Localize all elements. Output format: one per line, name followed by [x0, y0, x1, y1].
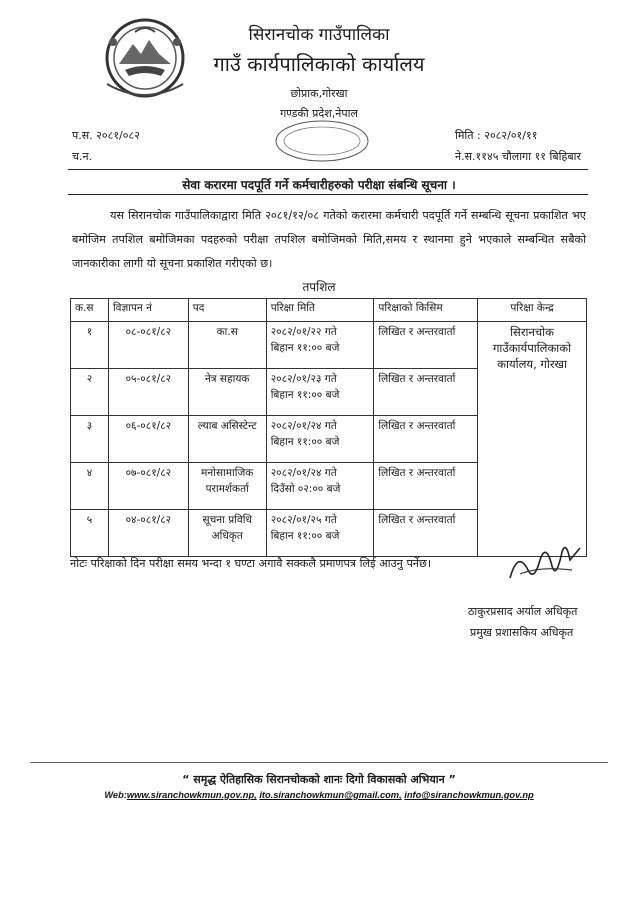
cell-ad: ०४-०८१/८२: [108, 510, 188, 557]
signature-image: [500, 530, 590, 590]
exam-time: बिहान ११:०० बजे: [270, 530, 340, 542]
cell-sn: ३: [71, 416, 109, 463]
cell-type: लिखित र अन्तरवार्ता: [374, 322, 478, 369]
website-link[interactable]: www.siranchowkmun.gov.np,: [126, 790, 257, 800]
cell-post: नेत्र सहायक: [188, 369, 266, 416]
web-label: Web:: [104, 790, 127, 800]
exam-time: बिहान ११:०० बजे: [270, 342, 340, 354]
exam-date: २०८२/०१/२५ गते: [270, 514, 337, 526]
table-header-row: [71, 299, 587, 322]
footer-divider: [30, 762, 608, 763]
ito-email-link[interactable]: ito.siranchowkmun@gmail.com,: [259, 790, 402, 800]
col-header-center: परिक्षा केन्द्र: [478, 299, 587, 322]
divider: [68, 169, 588, 170]
exam-date: २०८२/०१/२४ गते: [270, 467, 337, 479]
divider: [68, 194, 588, 195]
cell-date: [266, 416, 374, 463]
cell-sn: १: [71, 322, 109, 369]
col-header-post: पद: [188, 299, 266, 322]
exam-schedule-table: [70, 298, 587, 557]
reference-right: [455, 125, 581, 167]
cell-date: [266, 322, 374, 369]
notice-body: यस सिरानचोक गाउँपालिकाद्वारा मिति २०८१/१२/०८ गतेको करारमा कर्मचारी पदपूर्ति गर्ने सम्बन्धि सूचना प्रकाशित भए बमोजिम तपशिल बमोजिमका पदहरुको परीक्षा तपशिल बमोजिमको मिति,समय र स्थानमा हुने भएकाले सम्बन्धित सबैको जानकारीका लागी यो सूचना प्रकाशित गरीएको छ।: [72, 209, 586, 270]
exam-time: बिहान ११:०० बजे: [270, 436, 340, 448]
table-caption: तपशिल: [302, 280, 336, 294]
exam-date: २०८२/०१/२३ गते: [270, 373, 337, 385]
cell-sn: ५: [71, 510, 109, 557]
nepal-sambat-date: ने.स.११४५ चौलागा ११ बिहिबार: [455, 150, 581, 163]
cell-ad: ०५-०८१/८२: [108, 369, 188, 416]
col-header-ad: विज्ञापन नं: [108, 299, 188, 322]
cell-post: का.स: [188, 322, 266, 369]
cell-center: सिरानचोक गाउँकार्यपालिकाको कार्यालय, गोरखा: [478, 322, 587, 557]
cell-sn: २: [71, 369, 109, 416]
signatory-name: ठाकुरप्रसाद अर्याल अधिकृत: [468, 605, 578, 618]
cell-type: लिखित र अन्तरवार्ता: [374, 369, 478, 416]
exam-date: २०८२/०१/२४ गते: [270, 420, 337, 432]
cell-date: [266, 369, 374, 416]
col-header-type: परिक्षाको किसिम: [374, 299, 478, 322]
municipality-name: सिरानचोक गाउँपालिका: [248, 25, 390, 45]
cell-post: सूचना प्रविधि अधिकृत: [188, 510, 266, 557]
cell-ad: ०७-०८१/८२: [108, 463, 188, 510]
info-email-link[interactable]: info@siranchowkmun.gov.np: [404, 790, 534, 800]
cell-type: लिखित र अन्तरवार्ता: [374, 416, 478, 463]
chalani-number: च.न.: [72, 150, 93, 163]
cell-date: [266, 463, 374, 510]
office-location: छोप्राक,गोरखा: [290, 87, 348, 100]
cell-type: लिखित र अन्तरवार्ता: [374, 510, 478, 557]
exam-time: बिहान ११:०० बजे: [270, 389, 340, 401]
exam-note: नोटः परिक्षाको दिन परीक्षा समय भन्दा १ घण्टा अगावै सक्कलै प्रमाणपत्र लिई आउनु पर्नेछ।: [70, 557, 432, 570]
footer-slogan: “ समृद्ध ऐतिहासिक सिरानचोकको शानः दिगो विकासको अभियान ”: [182, 773, 456, 786]
exam-time: दिउँसो ०२:०० बजे: [270, 483, 341, 495]
cell-type: लिखित र अन्तरवार्ता: [374, 463, 478, 510]
signatory-title: प्रमुख प्रशासकिय अधिकृत: [470, 626, 574, 639]
col-header-date: परिक्षा मिति: [266, 299, 374, 322]
col-header-sn: क.स: [71, 299, 109, 322]
reference-left: [72, 125, 140, 167]
office-name: गाउँ कार्यपालिकाको कार्यालय: [213, 52, 425, 76]
notice-date: मिति : २०८२/०१/११: [455, 129, 538, 142]
patra-sankhya: प.स. २०८१/०८२: [72, 129, 140, 142]
office-province: गण्डकी प्रदेश,नेपाल: [280, 107, 358, 120]
cell-post: मनोसामाजिक परामर्शकर्ता: [188, 463, 266, 510]
cell-ad: ०६-०८१/८२: [108, 416, 188, 463]
cell-sn: ४: [71, 463, 109, 510]
cell-date: [266, 510, 374, 557]
exam-date: २०८२/०१/२२ गते: [270, 326, 337, 338]
footer-contacts: [0, 790, 638, 800]
cell-post: ल्याब असिस्टेन्ट: [188, 416, 266, 463]
notice-subject: सेवा करारमा पदपूर्ति गर्ने कर्मचारीहरुको परीक्षा संबन्धि सूचना ।: [182, 178, 456, 192]
office-stamp: [262, 118, 382, 164]
cell-ad: ०८-०८१/८२: [108, 322, 188, 369]
table-row: [71, 322, 587, 369]
